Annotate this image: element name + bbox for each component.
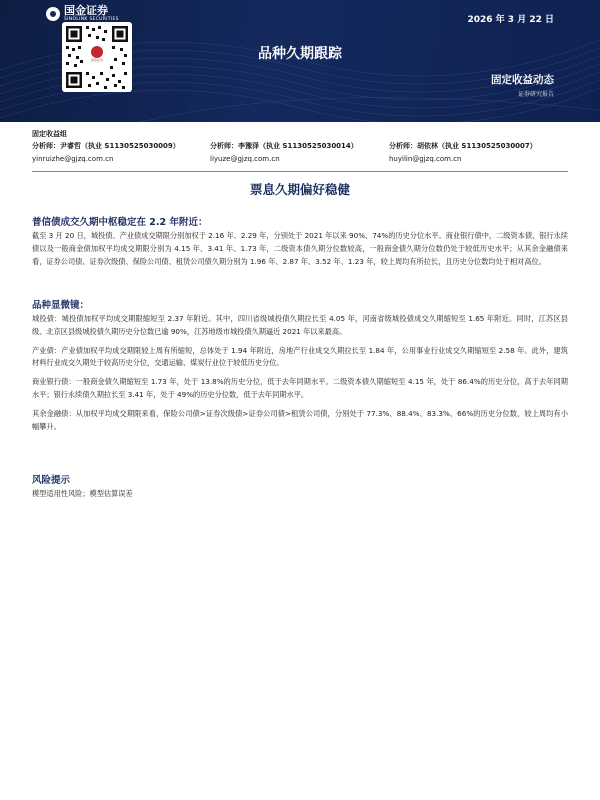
section-risk-warning xyxy=(32,472,568,501)
company-logo xyxy=(46,5,119,23)
report-date: 2026 年 3 月 22 日 xyxy=(467,15,554,25)
logo-cn: 国金证券 xyxy=(64,4,108,17)
section-heading: 品种显微镜： xyxy=(32,300,90,311)
paragraph: 截至 3 月 20 日，城投债、产业债成交期限分别加权于 2.16 年、2.29 年，分别处于 2021 年以来 90%、74%的历史分位水平。商业银行债中，二级资本债、银行永续债以及一般商金债加权平均成交期限分别为 4.15 年、3.41 年、1.73 年，二级资本债久期分位数较高，一般商金债久期分位数仍处于较低历史水平；从其余金融债来看，证券公司债、证券次级债、保险公司债、租赁公司债久期分别为 1.96 年、2.87 年、3.52 年、1.23 年，较上周均有所拉长，且历史分位数均处于相对高位。 xyxy=(32,231,568,266)
paragraph: 其余金融债：从加权平均成交期限来看，保险公司债>证券次级债>证券公司债>租赁公司债，分别处于 77.3%、88.4%、83.3%、66%的历史分位数，较上周均有小幅攀升。 xyxy=(32,408,568,431)
section-variety-microscope xyxy=(32,297,568,433)
analyst-email[interactable]: yinruizhe@gjzq.com.cn xyxy=(32,155,114,163)
header-banner xyxy=(0,0,600,122)
analyst-email[interactable]: huyilin@gjzq.com.cn xyxy=(389,155,462,163)
section-heading: 普信债成交久期中枢稳定在 2.2 年附近： xyxy=(32,217,208,228)
section-yield-duration xyxy=(32,214,568,268)
paragraph: 产业债：产业债加权平均成交期限较上周有所缩短，总体处于 1.94 年附近，房地产行业成交久期拉长至 1.84 年，公用事业行业成交久期缩短至 2.58 年。此外，建筑材料行业成交久期处于较高历史分位，交通运输、煤炭行业位于较低历史分位。 xyxy=(32,345,568,368)
report-subcategory: 证券研究报告 xyxy=(517,91,554,98)
analyst-group-label: 固定收益组 xyxy=(32,130,67,138)
analyst-email[interactable]: liyuze@gjzq.com.cn xyxy=(210,155,280,163)
analyst-card xyxy=(32,141,180,163)
main-title: 票息久期偏好稳健 xyxy=(249,182,350,197)
analyst-card xyxy=(210,141,358,163)
report-series-title: 品种久期跟踪 xyxy=(258,46,342,62)
section-heading: 风险提示 xyxy=(32,475,71,486)
logo-en: SINOLINK SECURITIES xyxy=(64,17,119,22)
logo-icon xyxy=(46,7,60,21)
qr-center-logo: 国金证券 xyxy=(88,44,106,64)
paragraph: 模型适用性风险；模型估算误差 xyxy=(32,489,133,498)
analyst-name: 分析师：李豫泽（执业 S1130525030014） xyxy=(210,142,358,150)
report-category: 固定收益动态 xyxy=(491,74,554,86)
analyst-name: 分析师：胡依林（执业 S1130525030007） xyxy=(389,142,537,150)
analyst-name: 分析师：尹睿哲（执业 S1130525030009） xyxy=(32,142,180,150)
paragraph: 城投债：城投债加权平均成交期限缩短至 2.37 年附近。其中，四川省级城投债久期拉长至 4.05 年，河南省级城投债成交久期缩短至 1.65 年附近。同时，江苏区县级、北京区县级城投债久期历史分位数已逾 90%，江苏地级市城投债久期逼近 2021 年以来最高。 xyxy=(32,314,568,336)
divider xyxy=(32,171,568,172)
paragraph: 商业银行债：一般商金债久期缩短至 1.73 年，处于 13.8%的历史分位，低于去年同期水平。二级资本债久期缩短至 4.15 年，处于 86.4%的历史分位，高于去年同期水平；银行永续债久期拉长至 3.41 年，处于 49%的历史分位数，低于去年同期水平。 xyxy=(32,377,568,399)
analyst-card xyxy=(389,141,537,163)
